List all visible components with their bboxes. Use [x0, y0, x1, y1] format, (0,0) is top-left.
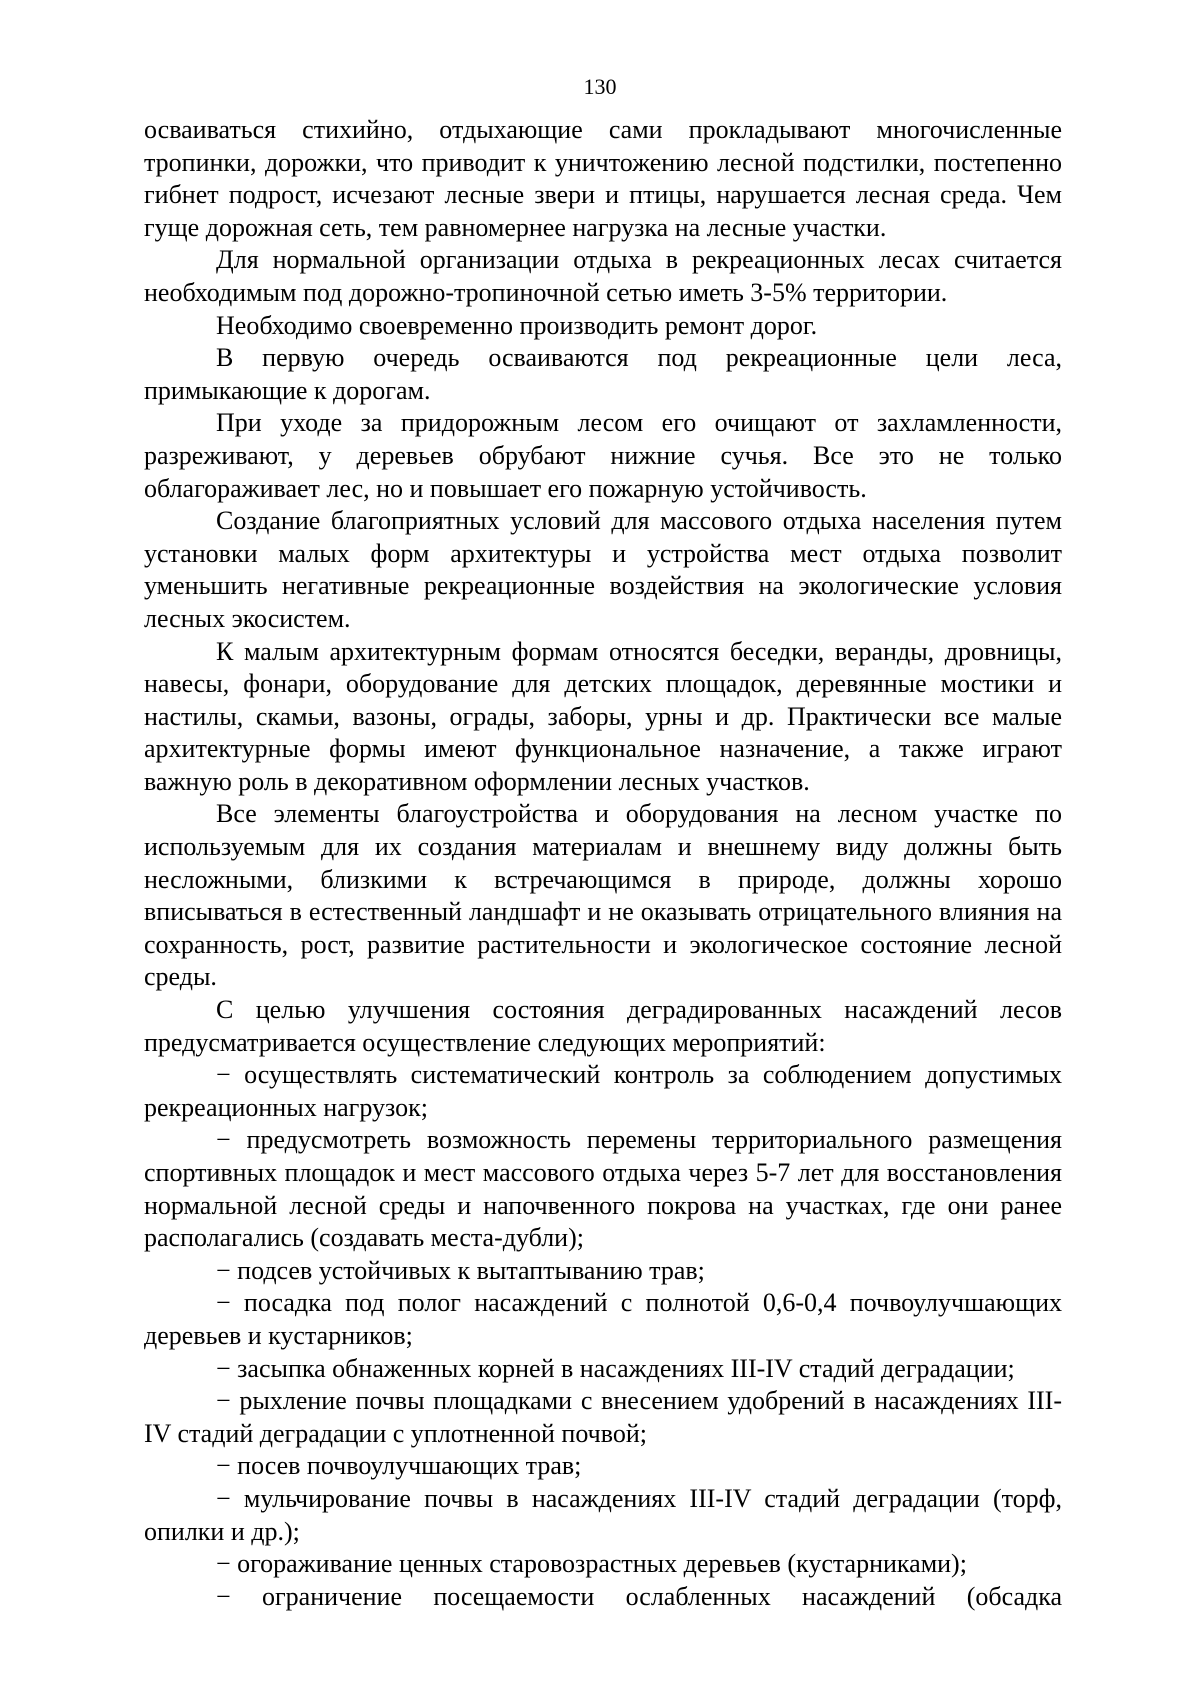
list-item: − мульчирование почвы в насаждениях III-IV стадий деградации (торф, опилки и др.); — [144, 1483, 1062, 1546]
list-item: − засыпка обнаженных корней в насаждениях III-IV стадий деградации; — [216, 1353, 1015, 1383]
paragraph-1: осваиваться стихийно, отдыхающие сами прокладывают многочисленные тропинки, дорожки, что приводит к уничтожению лесной подстилки, постепенно гибнет подрост, исчезают лесные звери и птицы, нарушается лесная среда. Чем гуще дорожная сеть, тем равномернее нагрузка на лесные участки. — [144, 115, 1062, 242]
paragraph-9: С целью улучшения состояния деградированных насаждений лесов предусматривается осуществление следующих мероприятий: — [144, 995, 1062, 1057]
list-item: − подсев устойчивых к вытаптыванию трав; — [216, 1255, 705, 1285]
paragraph-3: Необходимо своевременно производить ремонт дорог. — [216, 310, 818, 340]
list-item: − рыхление почвы площадками с внесением удобрений в насаждениях III-IV стадий деградации с уплотненной почвой; — [144, 1386, 1062, 1448]
paragraph-2: Для нормальной организации отдыха в рекреационных лесах считается необходимым под дорожно-тропиночной сетью иметь 3-5% территории. — [144, 245, 1062, 307]
document-body — [144, 114, 1062, 1613]
list-item: − посев почвоулучшающих трав; — [216, 1451, 582, 1481]
list-item: − огораживание ценных старовозрастных деревьев (кустарниками); — [216, 1549, 967, 1579]
list-item: − ограничение посещаемости ослабленных насаждений (обсадка — [216, 1581, 1062, 1611]
paragraph-8: Все элементы благоустройства и оборудования на лесном участке по используемым для их создания материалам и внешнему виду должны быть несложными, близкими к встречающимся в природе, должны хорошо вписываться в естественный ландшафт и не оказывать отрицательного влияния на сохранность, рост, развитие растительности и экологическое состояние лесной среды. — [144, 799, 1062, 992]
paragraph-6: Создание благоприятных условий для массового отдыха населения путем установки малых форм архитектуры и устройства мест отдыха позволит уменьшить негативные рекреационные воздействия на экологические условия лесных экосистем. — [144, 506, 1062, 633]
page-number: 130 — [583, 74, 617, 99]
list-item: − посадка под полог насаждений с полнотой 0,6-0,4 почвоулучшающих деревьев и кустарников; — [144, 1288, 1062, 1350]
paragraph-7: К малым архитектурным формам относятся беседки, веранды, дровницы, навесы, фонари, оборудование для детских площадок, деревянные мостики и настилы, скамьи, вазоны, ограды, заборы, урны и др. Практически все малые архитектурные формы имеют функциональное назначение, а также играют важную роль в декоративном оформлении лесных участков. — [144, 636, 1062, 796]
paragraph-5: При уходе за придорожным лесом его очищают от захламленности, разреживают, у деревьев обрубают нижние сучья. Все это не только облагораживает лес, но и повышает его пожарную устойчивость. — [144, 408, 1062, 503]
list-item: − предусмотреть возможность перемены территориального размещения спортивных площадок и мест массового отдыха через 5-7 лет для восстановления нормальной лесной среды и напочвенного покрова на участках, где они ранее располагались (создавать места-дубли); — [144, 1125, 1062, 1253]
list-item: − осуществлять систематический контроль за соблюдением допустимых рекреационных нагрузок; — [144, 1060, 1062, 1122]
paragraph-4: В первую очередь осваиваются под рекреационные цели леса, примыкающие к дорогам. — [144, 343, 1062, 405]
